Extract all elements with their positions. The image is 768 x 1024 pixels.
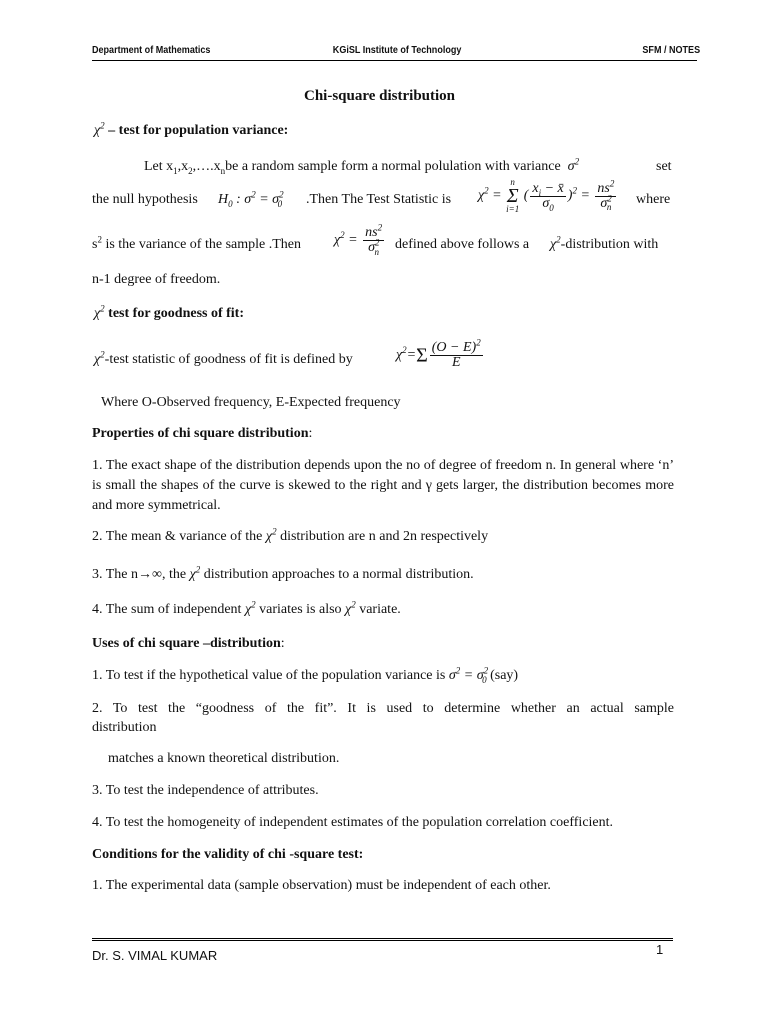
chi-square-distribution-text: $\chi^2$-distribution with [550,234,659,252]
observed-expected-definition: Where O-Observed frequency, E-Expected frequency [101,395,401,410]
text: distribution are n and 2n respectively [280,529,489,544]
page-title: Chi-square distribution [304,88,456,104]
uses-heading-text: Uses of chi square –distribution [92,636,281,651]
section-heading-text: – test for population variance: [108,123,289,138]
section-heading-text: test for goodness of fit: [108,306,245,321]
goodness-of-fit-line: $\chi^2$-test statistic of goodness of fit is defined by [94,349,353,367]
text: 3. The n→∞, the [92,567,187,582]
section-heading-variance-test: $\chi^2$ – test for population variance: [94,120,289,138]
use-item-2-continued: distribution [92,720,157,735]
uses-heading: Uses of chi square –distribution: [92,636,285,651]
null-hypothesis-formula: $H_0$ : $\sigma^2 = \sigma^2_0$ [218,189,284,209]
text: -distribution with [560,237,659,252]
para-line-3-start: $s^2$ is the variance of the sample .Then [92,234,301,252]
text-test-statistic: .Then The Test Statistic is [306,192,452,207]
header-rule [92,60,697,61]
text-set: set [656,159,672,174]
footer-rule [92,938,673,941]
goodness-of-fit-formula: $\chi^2=\Sigma$ $\frac{(O - E)^2}{E}$ [396,337,481,370]
sigma-squared: $\sigma^2$ [567,156,580,174]
use-item-2: 2. To test the “goodness of the fit”. It is used to determine whether an actual sample [92,701,674,716]
footer-author: Dr. S. VIMAL KUMAR [92,948,218,963]
text: variate. [359,602,401,617]
text: variates is also [259,602,342,617]
para-line-1: Let $x_1,x_2,\dots.x_nbe$ a random sample form a normal polulation with variance $\sigma^2$ [144,156,580,176]
property-item-3: 3. The n→∞, the $\chi^2$ distribution approaches to a normal distribution. [92,564,474,582]
conditions-heading: Conditions for the validity of chi -square test: [92,847,364,862]
text-null-hypothesis: the null hypothesis [92,192,198,207]
page-number: 1 [656,942,664,957]
chi-square-ns-formula: $\chi^2$ = $\frac{ns^2}{\sigma^2_n}$ [334,222,383,257]
text: 2. The mean & variance of the [92,529,263,544]
properties-heading: Properties of chi square distribution: [92,426,313,441]
use-item-1: 1. To test if the hypothetical value of the population variance is $\sigma^2 = \sigma^2_0$ (say) [92,665,519,685]
property-item-2: 2. The mean & variance of the $\chi^2$ distribution are n and 2n respectively [92,526,489,544]
text: 4. The sum of independent [92,602,242,617]
text: 1. To test if the hypothetical value of the population variance is [92,668,446,683]
text: be a random sample form a normal polulation with variance [225,159,561,174]
text-where: where [636,192,671,207]
header-institute: KGiSL Institute of Technology [332,44,462,56]
properties-heading-text: Properties of chi square distribution [92,426,309,441]
header-notes: SFM / NOTES [642,44,701,56]
degrees-of-freedom-text: n-1 degree of freedom. [92,272,221,287]
page-header [92,44,701,58]
text: -test statistic of goodness of fit is defined by [104,352,353,367]
use-item-3: 3. To test the independence of attributes. [92,783,319,798]
summation-icon: n Σ i=1 [506,177,520,214]
use-item-2-continued-2: matches a known theoretical distribution. [108,751,340,766]
property-item-1: 1. The exact shape of the distribution depends upon the no of degree of freedom n. In general where ‘n’ is small the shapes of the curve is skewed to the right and γ gets larger, the distribution becomes more and more symmetrical. [92,458,674,513]
header-department: Department of Mathematics [92,44,211,56]
text: (say) [490,668,519,683]
test-statistic-formula: $\chi^2 = n$ Σ i=1 ( $\frac{x_i - x̄}{\sigma_0}$ )$^2$ = $\frac{ns^2}{\sigma^2_n}$ [478,177,615,214]
section-heading-goodness-of-fit: $\chi^2$ test for goodness of fit: [94,303,245,321]
text: distribution approaches to a normal distribution. [203,567,474,582]
use-item-4: 4. To test the homogeneity of independent estimates of the population correlation coefficient. [92,815,614,830]
text: Let x [144,159,174,174]
property-item-4: 4. The sum of independent $\chi^2$ variates is also $\chi^2$ variate. [92,599,401,617]
condition-item-1: 1. The experimental data (sample observation) must be independent of each other. [92,878,551,893]
text: is the variance of the sample .Then [105,237,301,252]
text-follows: defined above follows a [395,237,530,252]
